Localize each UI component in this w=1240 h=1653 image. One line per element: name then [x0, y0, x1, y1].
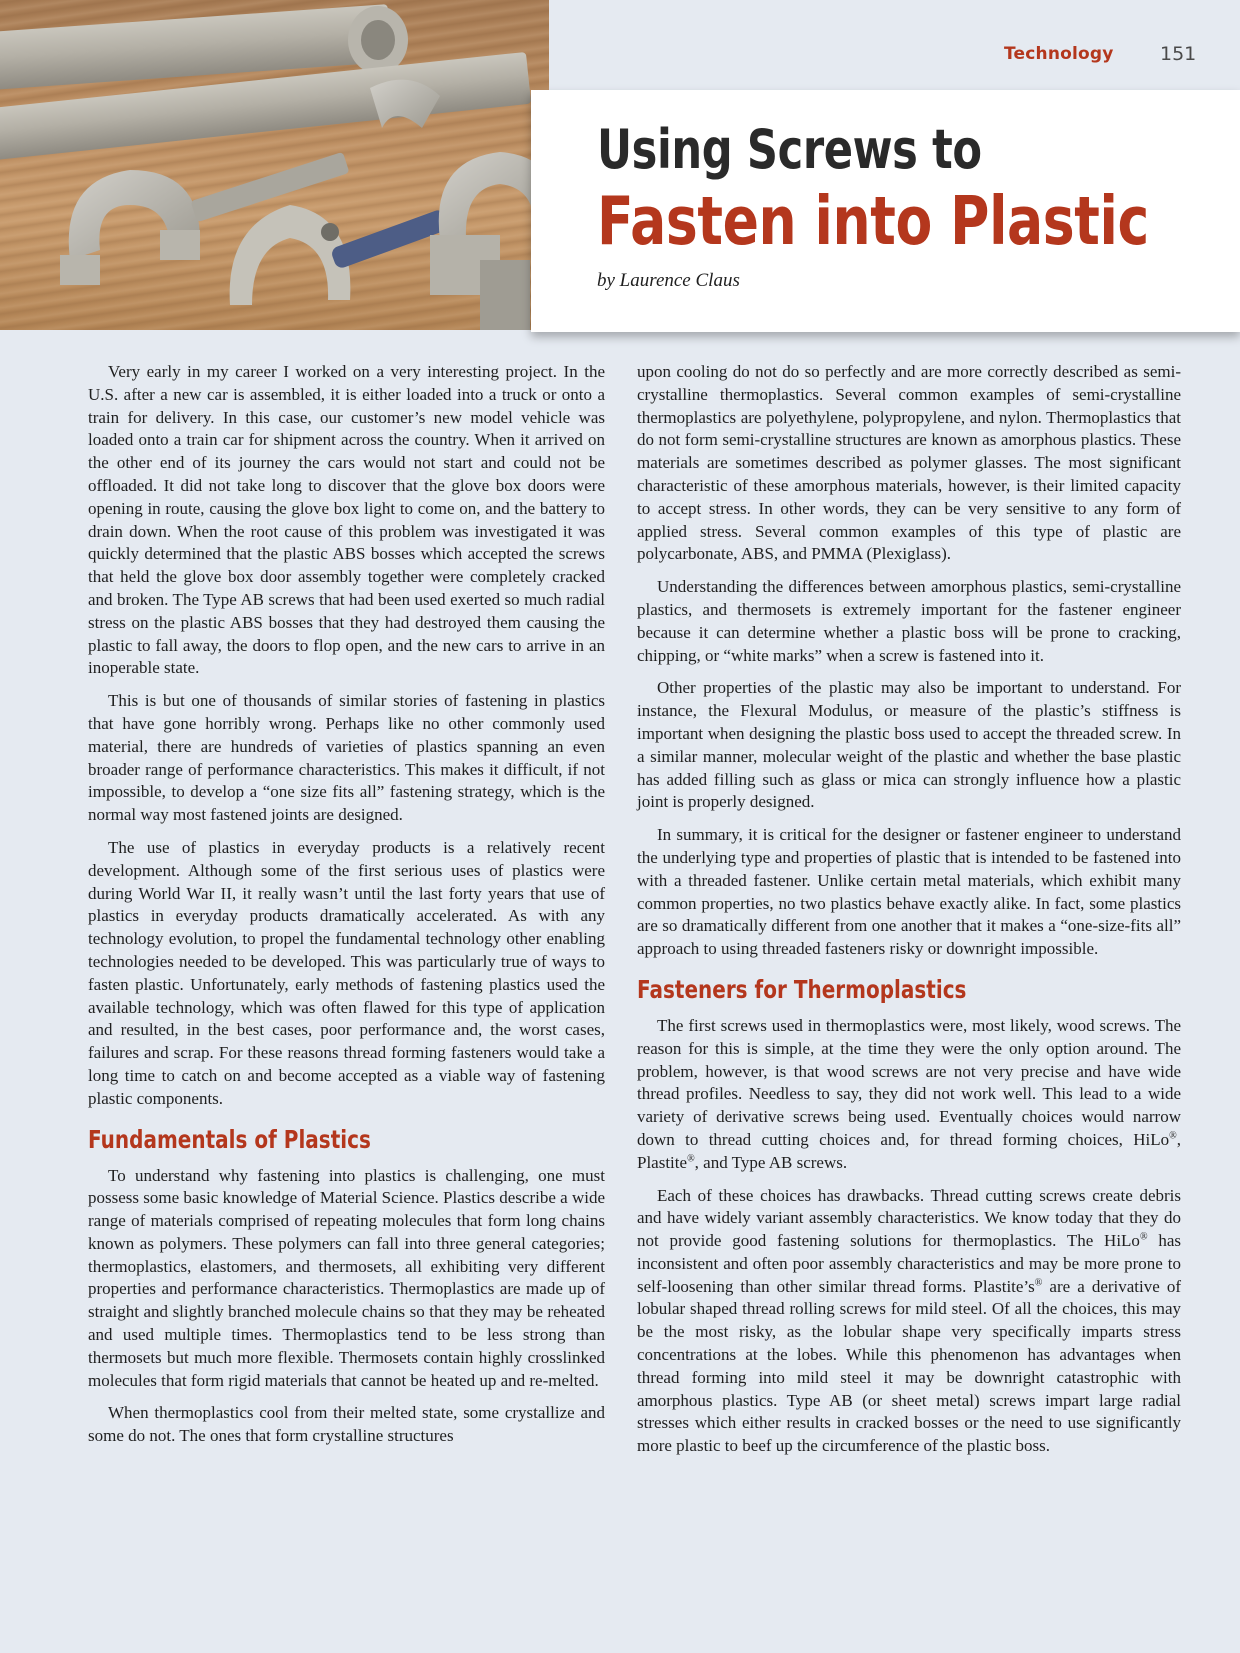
paragraph: This is but one of thousands of similar stories of fastening in plastics that have gone horribly wrong. Perhaps like no other commonly used material, there are hundreds of varieties of plastics spanning an even broader range of performance characteristics. This makes it difficult, if not impossible, to develop a “one size fits all” fastening strategy, which is the normal way most fastened joints are designed. — [88, 691, 605, 825]
paragraph: When thermoplastics cool from their melted state, some crystallize and some do not. The ones that form crystalline structures — [88, 1403, 605, 1446]
paragraph: To understand why fastening into plastics is challenging, one must possess some basic knowledge of Material Science. Plastics describe a wide range of materials comprised of repeating molecules that form long chains known as polymers. These polymers can fall into three general categories; thermoplastics, elastomers, and thermosets, all exhibiting very different properties and performance characteristics. Thermoplastics are made up of straight and slightly branched molecule chains so that they may be reheated and used multiple times. Thermoplastics tend to be less strong than thermosets but much more flexible. Thermosets contain highly crosslinked molecules that form rigid materials that cannot be heated up and re-melted. — [88, 1165, 605, 1390]
paragraph: The use of plastics in everyday products is a relatively recent development. Although some of the first serious uses of plastics were during World War II, it really wasn’t until the last forty years that use of plastics in everyday products dramatically accelerated. As with any technology evolution, to propel the fundamental technology other enabling technologies needed to be developed. This was particularly true of ways to fasten plastic. Unfortunately, early methods of fastening plastics used the available technology, which was often flawed for this type of application and resulted, in the best cases, poor performance and, the worst cases, failures and scrap. For these reasons thread forming fasteners would take a long time to catch on and become accepted as a viable way of fastening plastic components. — [88, 837, 605, 1108]
registered-mark: ® — [687, 1153, 695, 1165]
plastic-parts-illustration — [0, 0, 549, 330]
column-left — [88, 361, 605, 1458]
paragraph: In summary, it is critical for the designer or fastener engineer to understand the underlying type and properties of plastic that is intended to be fastened into with a threaded fastener. Unlike certain metal materials, which exhibit many common properties, no two plastics behave exactly alike. In fact, some plastics are so dramatically different from one another that it makes a “one-size-fits all” approach to using threaded fasteners risky or downright impossible. — [637, 825, 1181, 959]
page-number: 151 — [1160, 43, 1197, 65]
paragraph: Very early in my career I worked on a very interesting project. In the U.S. after a new car is assembled, it is either loaded into a truck or onto a train for delivery. In this case, our customer’s new model vehicle was loaded onto a train car for shipment across the country. When it arrived on the other end of its journey the cars would not start and could not be offloaded. It did not take long to discover that the glove box doors were opening in route, causing the glove box light to come on, and the battery to drain down. When the root cause of this problem was investigated it was quickly determined that the plastic ABS bosses which accepted the screws that held the glove box door assembly together were completely cracked and broken. The Type AB screws that had been used exerted so much radial stress on the plastic ABS bosses that they had destroyed them causing the plastic to fall away, the doors to flop open, and the new cars to arrive in an inoperable state. — [88, 362, 605, 678]
hero-photo — [0, 0, 549, 330]
paragraph: upon cooling do not do so perfectly and are more correctly described as semi-crystalline thermoplastics. Several common examples of semi-crystalline thermoplastics are polyethylene, polypropylene, and nylon. Thermoplastics that do not form semi-crystalline structures are known as amorphous plastics. These materials are sometimes described as polymer glasses. The most significant characteristic of these amorphous materials, however, is their limited capacity to accept stress. In other words, they can be very sensitive to any form of applied stress. Several common examples of this type of plastic are polycarbonate, ABS, and PMMA (Plexiglass). — [637, 362, 1181, 564]
paragraph: Other properties of the plastic may also be important to understand. For instance, the Flexural Modulus, or measure of the plastic’s stiffness is important when designing the plastic boss used to accept the threaded screw. In a similar manner, molecular weight of the plastic and whether the base plastic has added filling such as glass or mica can strongly influence how a plastic joint is properly designed. — [637, 678, 1181, 812]
paragraph — [637, 1015, 1181, 1175]
text-run: The first screws used in thermoplastics were, most likely, wood screws. The reason for this is simple, at the time they were the only option around. The problem, however, is that wood screws are not very precise and have wide thread profiles. Needless to say, they did not work well. This lead to a wide variety of derivative screws being used. Eventually choices would narrow down to thread cutting choices and, for thread forming choices, HiLo — [637, 1015, 1181, 1149]
text-run: has inconsistent and often poor assembly characteristics and may be more prone to self-loosening than other similar thread forms. Plastite’s — [637, 1231, 1181, 1296]
section-heading: Fasteners for Thermoplastics — [637, 974, 967, 1004]
text-run: , and Type AB screws. — [694, 1152, 848, 1172]
paragraph — [637, 1185, 1181, 1459]
title-box — [531, 90, 1240, 332]
article-title-line-1: Using Screws to — [597, 118, 982, 181]
byline: by Laurence Claus — [597, 270, 740, 291]
text-run: Each of these choices has drawbacks. Thread cutting screws create debris and have widely variant assembly characteristics. We know today that they do not provide good fastening solutions for thermoplastics. The HiLo — [637, 1185, 1181, 1251]
section-label: Technology — [1004, 44, 1114, 64]
text-run: are a derivative of lobular shaped thread rolling screws for mild steel. Of all the choices, this may be the most risky, as the lobular shape very specifically imparts stress concentrations at the lobes. While this phenomenon has advantages when thread forming into mild steel it may be downright catastrophic with amorphous plastics. Type AB (or sheet metal) screws impart large radial stresses which either results in cracked bosses or the need to use significantly more plastic to beef up the circumference of the plastic boss. — [637, 1276, 1181, 1456]
paragraph: Understanding the differences between amorphous plastics, semi-crystalline plastics, and thermosets is extremely important for the fastener engineer because it can determine whether a plastic boss will be prone to cracking, chipping, or “white marks” when a screw is fastened into it. — [637, 577, 1181, 665]
registered-mark: ® — [1169, 1130, 1177, 1142]
text-run: , Plastite — [637, 1129, 1181, 1172]
registered-mark: ® — [1034, 1277, 1043, 1289]
section-heading: Fundamentals of Plastics — [88, 1124, 371, 1154]
registered-mark: ® — [1139, 1231, 1148, 1243]
article-title-line-2: Fasten into Plastic — [597, 182, 1149, 260]
column-right — [637, 361, 1181, 1468]
